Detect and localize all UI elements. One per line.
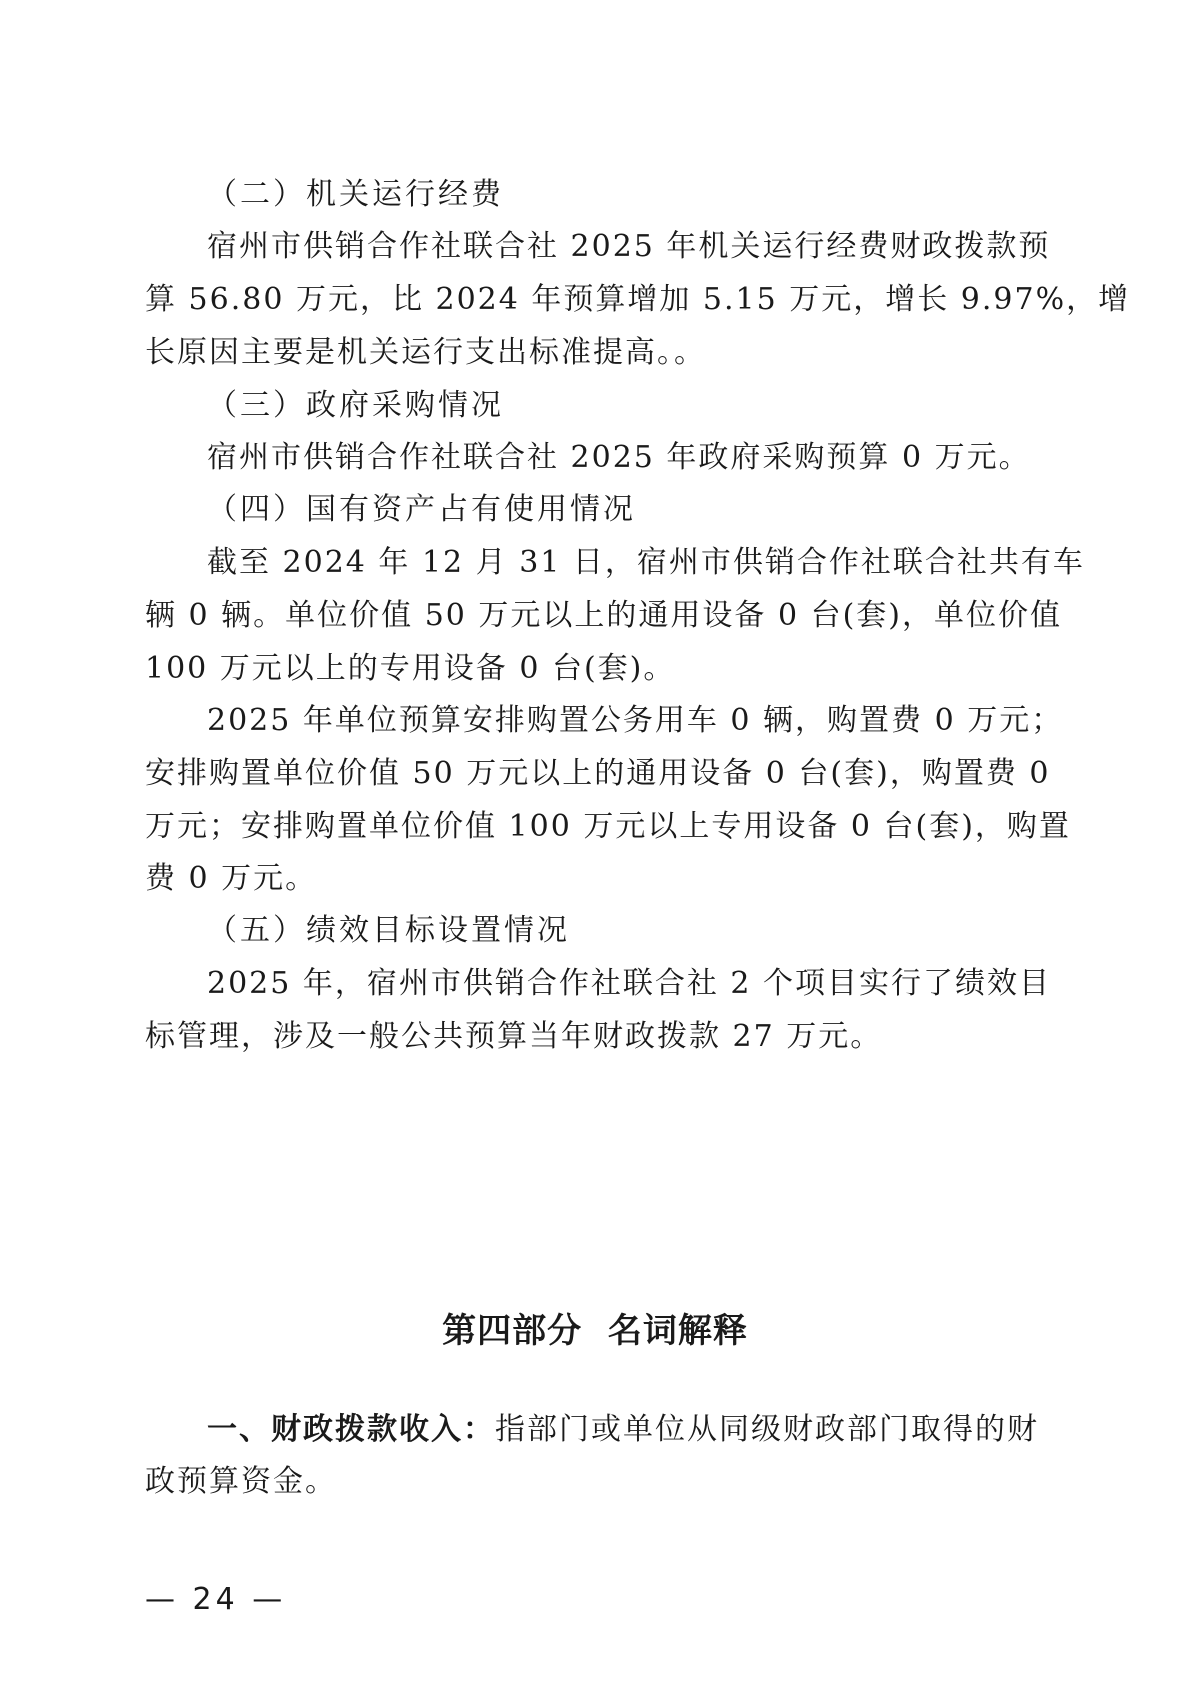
- section-heading-operating-expenses: （二）机关运行经费: [207, 177, 504, 212]
- paragraph-line: 费 0 万元。: [145, 861, 318, 896]
- paragraph-line: 安排购置单位价值 50 万元以上的通用设备 0 台(套)，购置费 0: [145, 756, 1051, 791]
- section-heading-state-assets: （四）国有资产占有使用情况: [207, 492, 636, 527]
- paragraph-line: 2025 年单位预算安排购置公务用车 0 辆，购置费 0 万元；: [207, 703, 1064, 738]
- paragraph-line: 宿州市供销合作社联合社 2025 年政府采购预算 0 万元。: [207, 440, 1031, 475]
- page-number: — 24 —: [145, 1582, 287, 1617]
- paragraph-line: 截至 2024 年 12 月 31 日，宿州市供销合作社联合社共有车: [207, 545, 1085, 580]
- part-four-title: 第四部分 名词解释: [442, 1311, 748, 1351]
- term-definition-line: [207, 1410, 1040, 1450]
- paragraph-line: 2025 年，宿州市供销合作社联合社 2 个项目实行了绩效目: [207, 966, 1052, 1001]
- paragraph-line: 100 万元以上的专用设备 0 台(套)。: [145, 651, 676, 686]
- paragraph-line: 算 56.80 万元，比 2024 年预算增加 5.15 万元，增长 9.97%，增: [145, 282, 1131, 317]
- section-heading-procurement: （三）政府采购情况: [207, 388, 504, 423]
- paragraph-line: 万元；安排购置单位价值 100 万元以上专用设备 0 台(套)，购置: [145, 809, 1071, 844]
- paragraph-line: 标管理，涉及一般公共预算当年财政拨款 27 万元。: [145, 1019, 883, 1054]
- paragraph-line: 辆 0 辆。单位价值 50 万元以上的通用设备 0 台(套)，单位价值: [145, 598, 1062, 633]
- section-heading-performance-targets: （五）绩效目标设置情况: [207, 913, 570, 948]
- paragraph-line: 宿州市供销合作社联合社 2025 年机关运行经费财政拨款预: [207, 229, 1051, 264]
- term-label: 一、财政拨款收入：: [207, 1412, 495, 1447]
- paragraph-line: 政预算资金。: [145, 1464, 337, 1499]
- paragraph-line: 长原因主要是机关运行支出标准提高。。: [145, 335, 706, 370]
- term-definition: 指部门或单位从同级财政部门取得的财: [495, 1412, 1039, 1447]
